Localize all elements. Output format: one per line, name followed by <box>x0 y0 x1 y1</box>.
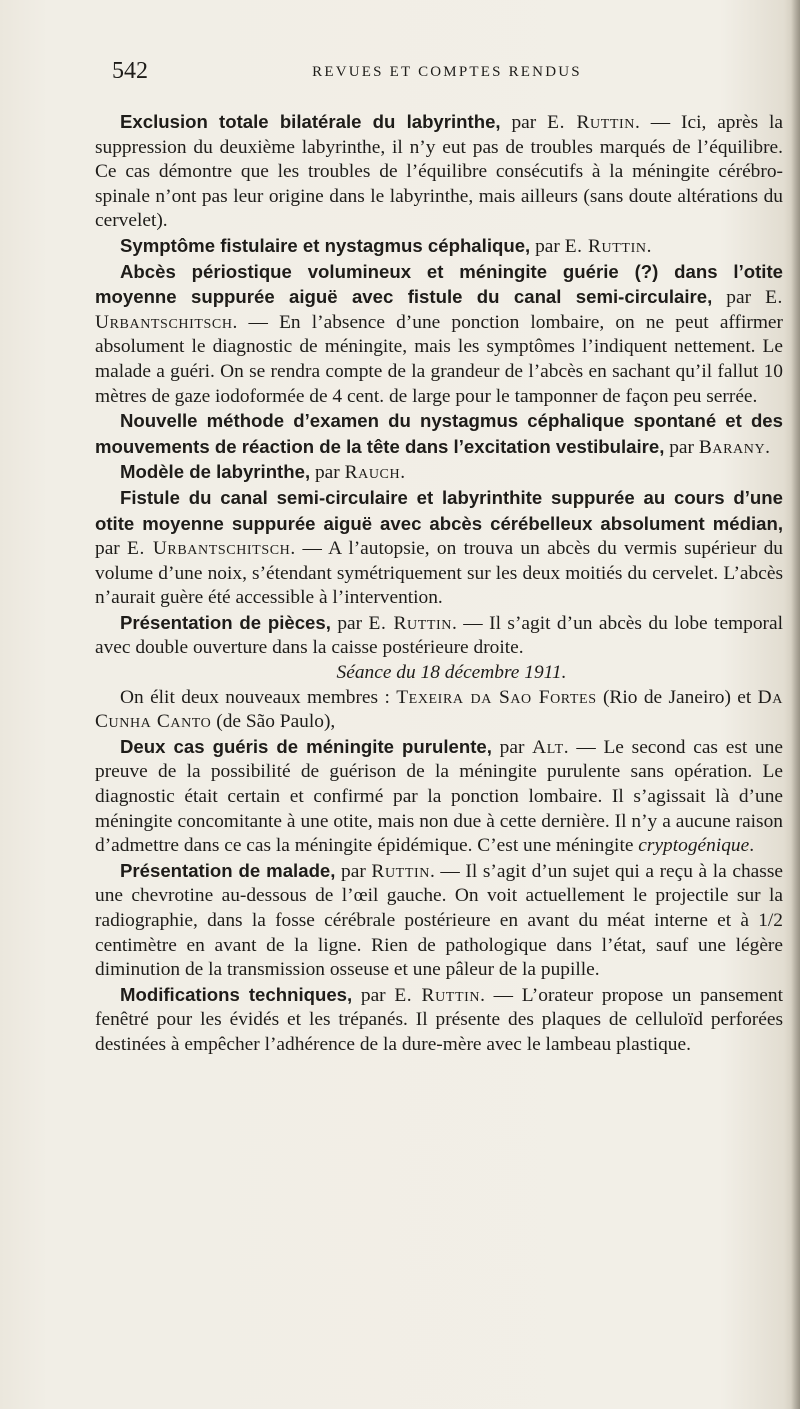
member-name: Texeira da Sao Fortes <box>396 686 597 708</box>
entry-modifications-techniques: Modifications techniques, par E. Ruttin. — L’orateur propose un pansement fenêtré pour les évidés et les trépanés. Il présente des plaques de celluloïd perforées destinées à empêcher l’adhérence de la dure-mère avec le lambeau plastique. <box>95 983 783 1055</box>
entry-text: . — Il s’agit d’un abcès du lobe temporal avec double ouverture dans la caisse postérieure droite. <box>95 612 783 659</box>
entry-text: . — L’orateur propose un pansement fenêtré pour les évidés et les trépanés. Il présente des plaques de celluloïd perforées destinées à empêcher l’adhérence de la dure-mère avec le lambeau plastique. <box>95 984 783 1055</box>
entry-title: Nouvelle méthode d’examen du nystagmus céphalique spontané et des mouvements de réaction de la tête dans l’excitation vestibulaire, <box>95 410 783 457</box>
entry-title: Modèle de labyrinthe, <box>120 461 311 483</box>
entry-title: Fistule du canal semi-circulaire et labyrinthite suppurée au cours d’une otite moyenne suppurée aiguë avec abcès cérébelleux absolument médian, <box>95 486 783 534</box>
entry-title: Abcès périostique volumineux et méningite guérie (?) dans l’otite moyenne suppurée aiguë avec fistule du canal semi-circulaire, <box>95 260 783 308</box>
entry-text: . — Ici, après la suppression du deuxième labyrinthe, il n’y eut pas de troubles marqués de l’équilibre. Ce cas démontre que les troubles de l’équilibre consécutifs à la méningite cérébro-spinale n’ont pas leur origine dans le labyrinthe, mais ailleurs (sans doute altérations du cervelet). <box>95 112 783 232</box>
entry-text: . — En l’absence d’une ponction lombaire, on ne peut affirmer absolument le diagnostic de méningite, mais les symptômes l’indiquent nettement. Le malade a guéri. On se rendra compte de la grandeur de l’abcès en sachant qu’il fallut 10 mètres de gaze iodoformée de 4 cent. de large pour le tamponner de façon peu serrée. <box>95 311 783 407</box>
entry-author: Ruttin <box>371 860 430 882</box>
entry-exclusion-labyrinthe: Exclusion totale bilatérale du labyrinthe, par E. Ruttin. — Ici, après la suppression du deuxième labyrinthe, il n’y eut pas de troubles marqués de l’équilibre. Ce cas démontre que les troubles de l’équilibre consécutifs à la méningite cérébro-spinale n’ont pas leur origine dans le labyrinthe, mais ailleurs (sans doute altérations du cervelet). <box>95 111 783 232</box>
entry-title: Deux cas guéris de méningite purulente, <box>120 735 492 757</box>
entry-title: Modifications techniques, <box>120 983 353 1005</box>
article-body <box>95 110 783 1058</box>
entry-author: Barany <box>698 436 766 458</box>
entry-title: Exclusion totale bilatérale du labyrinthe, <box>120 111 501 132</box>
entry-presentation-malade: Présentation de malade, par Ruttin. — Il s’agit d’un sujet qui a reçu à la chasse une chevrotine au-dessous de l’œil gauche. On voit actuellement le projectile sur la radiographie, dans la fosse cérébrale postérieure en avant du méat interne et à 1/2 centimètre en avant de la ligne. Rien de pathologique dans l’état, sauf une légère diminution de la transmission osseuse et une pâleur de la pupille. <box>95 859 783 981</box>
entry-author: E. Urbantschitsch <box>95 287 783 333</box>
entry-author: E. Ruttin <box>547 112 636 133</box>
entry-symptome-fistulaire: Symptôme fistulaire et nystagmus céphalique, par E. Ruttin. <box>120 234 652 257</box>
page-edge-shadow <box>791 0 800 1409</box>
entry-author: Alt <box>532 736 564 758</box>
entry-text: . — Le second cas est une preuve de la possibilité de guérison de la méningite purulente sans opération. Le diagnostic était certain et confirmé par la ponction lombaire. Il s’agissait là d’une méningite concomitante à une otite, mais non due à cette dernière. Il n’y a aucune raison d’admettre dans ce cas la méningite épidémique. C’est une méningite <box>95 736 783 857</box>
entry-author: E. Ruttin <box>394 984 481 1006</box>
entry-abces-periostique: Abcès périostique volumineux et méningite guérie (?) dans l’otite moyenne suppurée aiguë avec fistule du canal semi-circulaire, par E. Urbantschitsch. — En l’absence d’une ponction lombaire, on ne peut affirmer absolument le diagnostic de méningite, mais les symptômes l’indiquent nettement. Le malade a guéri. On se rendra compte de la grandeur de l’abcès en sachant qu’il fallut 10 mètres de gaze iodoformée de 4 cent. de large pour le tamponner de façon peu serrée. <box>95 260 783 407</box>
entry-title: Présentation de pièces, <box>120 611 331 633</box>
page-number: 542 <box>112 58 148 84</box>
entry-text: . — Il s’agit d’un sujet qui a reçu à la chasse une chevrotine au-dessous de l’œil gauche. On voit actuellement le projectile sur la radiographie, dans la fosse cérébrale postérieure en avant du méat interne et à 1/2 centimètre en avant de la ligne. Rien de pathologique dans l’état, sauf une légère diminution de la transmission osseuse et une pâleur de la pupille. <box>95 860 783 981</box>
entry-deux-cas-gueris: Deux cas guéris de méningite purulente, par Alt. — Le second cas est une preuve de la possibilité de guérison de la méningite purulente sans opération. Le diagnostic était certain et confirmé par la ponction lombaire. Il s’agissait là d’une méningite concomitante à une otite, mais non due à cette dernière. Il n’y a aucune raison d’admettre dans ce cas la méningite épidémique. C’est une méningite cryptogénique. <box>95 735 783 857</box>
italic-term: cryptogénique <box>638 835 750 857</box>
entry-author: E. Urbantschitsch <box>127 538 291 560</box>
entry-author: E. Ruttin <box>368 612 452 634</box>
running-title: REVUES ET COMPTES RENDUS <box>312 64 582 80</box>
entry-author: E. Ruttin <box>564 235 647 257</box>
entry-title: Symptôme fistulaire et nystagmus céphalique, <box>120 234 531 256</box>
running-head <box>112 58 782 92</box>
entry-nouvelle-methode: Nouvelle méthode d’examen du nystagmus céphalique spontané et des mouvements de réaction de la tête dans l’excitation vestibulaire, par Barany. <box>95 410 783 458</box>
entry-text: . — A l’autopsie, on trouva un abcès du vermis supérieur du volume d’une noix, s’étendant symétriquement sur les deux moitiés du cervelet. L’abcès n’aurait guère été accessible à l’intervention. <box>95 538 783 609</box>
entry-modele-labyrinthe: Modèle de labyrinthe, par Rauch. <box>120 461 406 484</box>
entry-fistule-canal: Fistule du canal semi-circulaire et labyrinthite suppurée au cours d’une otite moyenne suppurée aiguë avec abcès cérébelleux absolument médian, par E. Urbantschitsch. — A l’autopsie, on trouva un abcès du vermis supérieur du volume d’une noix, s’étendant symétriquement sur les deux moitiés du cervelet. L’abcès n’aurait guère été accessible à l’intervention. <box>95 486 783 609</box>
entry-title: Présentation de malade, <box>120 859 336 881</box>
session-heading: Séance du 18 décembre 1911. <box>336 662 567 684</box>
entry-presentation-pieces: Présentation de pièces, par E. Ruttin. — Il s’agit d’un abcès du lobe temporal avec double ouverture dans la caisse postérieure droite. <box>95 611 783 659</box>
entry-author: Rauch <box>344 462 401 484</box>
member-name: Da Cunha Canto <box>95 686 783 733</box>
entry-nouveaux-membres: On élit deux nouveaux membres : Texeira da Sao Fortes (Rio de Janeiro) et Da Cunha Canto (de São Paulo), <box>95 686 783 733</box>
